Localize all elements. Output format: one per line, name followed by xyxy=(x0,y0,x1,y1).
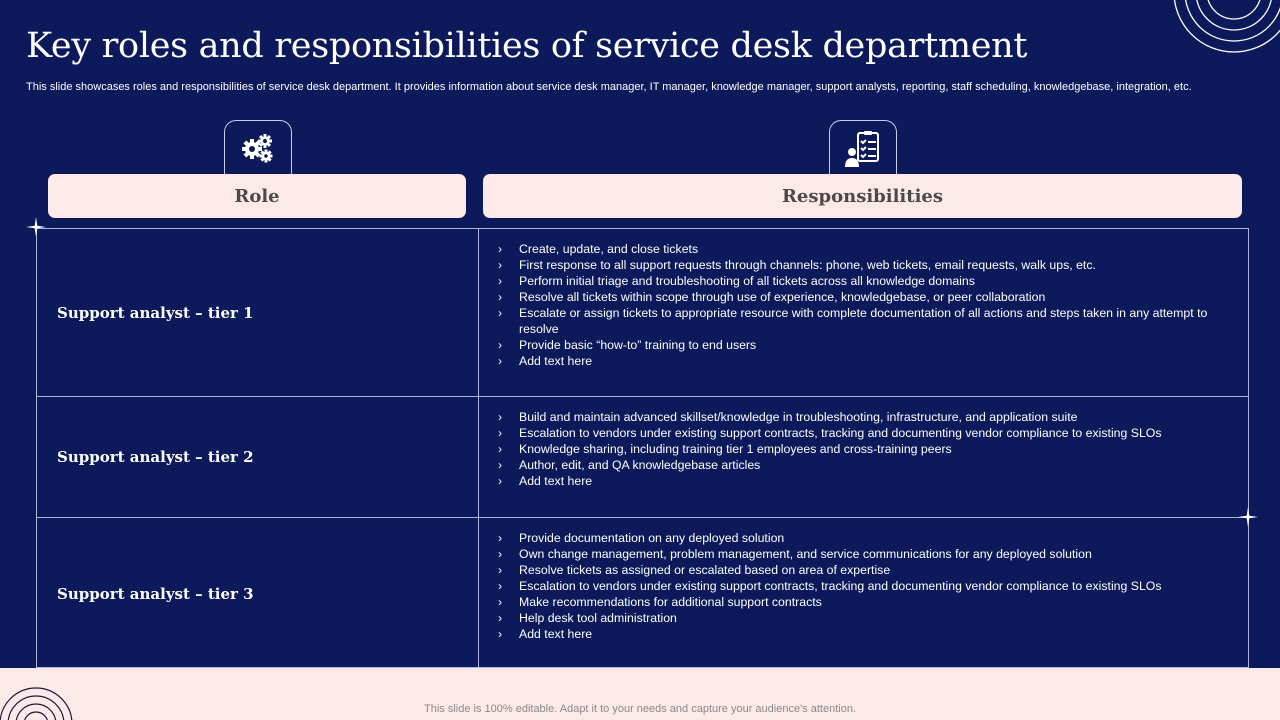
list-item: › Create, update, and close tickets xyxy=(498,241,1218,257)
list-item: › Provide basic “how-to” training to end users xyxy=(498,337,1218,353)
page-title: Key roles and responsibilities of service desk department xyxy=(26,26,1028,66)
responsibilities-cell xyxy=(480,397,1248,517)
list-item: › Add text here xyxy=(498,473,1218,489)
list-item: › Knowledge sharing, including training tier 1 employees and cross-training peers xyxy=(498,441,1218,457)
list-item: › Escalation to vendors under existing support contracts, tracking and documenting vendor compliance to existing SLOs xyxy=(498,425,1218,441)
role-column-header: Role xyxy=(48,174,466,218)
roles-table xyxy=(36,228,1249,668)
person-checklist-icon xyxy=(844,130,882,168)
role-cell: Support analyst – tier 3 xyxy=(37,518,479,669)
table-row xyxy=(37,397,1248,518)
concentric-arcs-decoration xyxy=(1170,0,1280,55)
list-item: › Perform initial triage and troubleshooting of all tickets across all knowledge domains xyxy=(498,273,1218,289)
concentric-arcs-decoration xyxy=(0,680,80,720)
list-item: › Escalate or assign tickets to appropriate resource with complete documentation of all actions and steps taken in any attempt to resolve xyxy=(498,305,1218,337)
sparkle-icon xyxy=(26,217,46,237)
list-item: › Help desk tool administration xyxy=(498,610,1218,626)
role-cell: Support analyst – tier 2 xyxy=(37,397,479,517)
role-icon-tab xyxy=(224,120,292,176)
list-item: › Add text here xyxy=(498,626,1218,642)
table-row xyxy=(37,229,1248,397)
list-item: › Escalation to vendors under existing support contracts, tracking and documenting vendor compliance to existing SLOs xyxy=(498,578,1218,594)
gears-icon xyxy=(240,131,276,167)
list-item: › Resolve all tickets within scope through use of experience, knowledgebase, or peer collaboration xyxy=(498,289,1218,305)
page-subtitle: This slide showcases roles and responsibilities of service desk department. It provides information about service desk manager, IT manager, knowledge manager, support analysts, reporting, staff scheduling, knowledgebase, integration, etc. xyxy=(26,81,1192,93)
table-row xyxy=(37,518,1248,669)
list-item: › Resolve tickets as assigned or escalated based on area of expertise xyxy=(498,562,1218,578)
list-item: › Author, edit, and QA knowledgebase articles xyxy=(498,457,1218,473)
list-item: › Build and maintain advanced skillset/knowledge in troubleshooting, infrastructure, and application suite xyxy=(498,409,1218,425)
list-item: › Add text here xyxy=(498,353,1218,369)
responsibilities-cell xyxy=(480,518,1248,669)
list-item: › Own change management, problem management, and service communications for any deployed solution xyxy=(498,546,1218,562)
list-item: › Make recommendations for additional support contracts xyxy=(498,594,1218,610)
footer-note: This slide is 100% editable. Adapt it to your needs and capture your audience's attention. xyxy=(424,703,856,715)
list-item: › Provide documentation on any deployed solution xyxy=(498,530,1218,546)
footer-bar xyxy=(0,668,1280,720)
responsibilities-column-header: Responsibilities xyxy=(483,174,1242,218)
responsibilities-icon-tab xyxy=(829,120,897,176)
role-cell: Support analyst – tier 1 xyxy=(37,229,479,396)
responsibilities-cell xyxy=(480,229,1248,396)
list-item: › First response to all support requests through channels: phone, web tickets, email requests, walk ups, etc. xyxy=(498,257,1218,273)
sparkle-icon xyxy=(1238,507,1258,527)
